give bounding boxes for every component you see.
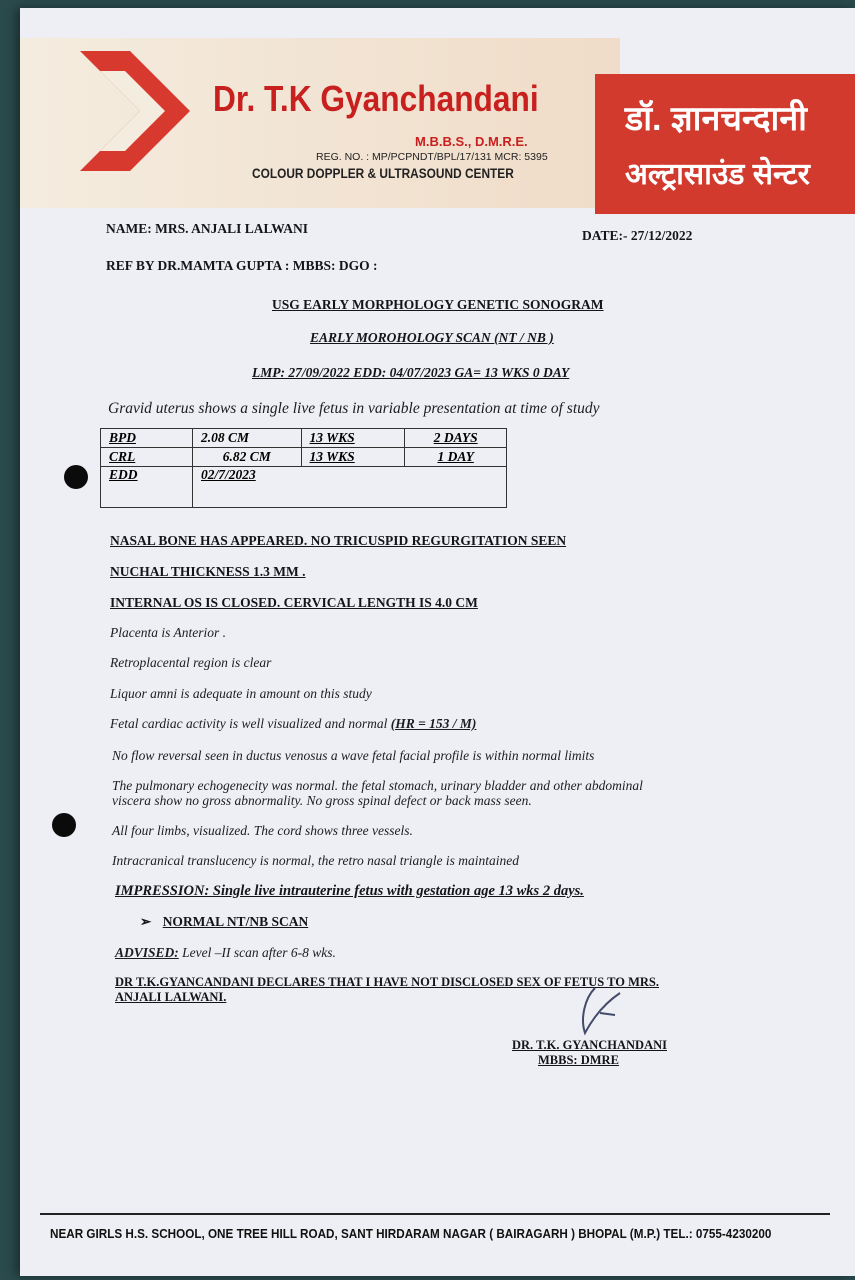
advised-text: Level –II scan after 6-8 wks. [178, 945, 336, 960]
days-cell: 2 DAYS [405, 429, 507, 448]
retroplacental-finding: Retroplacental region is clear [110, 655, 272, 670]
hindi-doctor-name: डॉ. ज्ञानचन्दानी [625, 100, 807, 138]
nuchal-finding: NUCHAL THICKNESS 1.3 MM . [110, 564, 306, 579]
liquor-finding: Liquor amni is adequate in amount on this study [110, 686, 372, 701]
center-name: COLOUR DOPPLER & ULTRASOUND CENTER [252, 166, 514, 181]
declaration-line-2: ANJALI LALWANI. [115, 990, 227, 1004]
weeks-cell: 13 WKS [301, 429, 405, 448]
doctor-name-logo: Dr. T.K Gyanchandani [213, 78, 539, 119]
report-date: DATE:- 27/12/2022 [582, 228, 693, 243]
cardiac-finding [110, 716, 476, 732]
referred-by: REF BY DR.MAMTA GUPTA : MBBS: DGO : [106, 258, 378, 273]
pulmonary-finding-1: The pulmonary echogenecity was normal. the fetal stomach, urinary bladder and other abdominal [112, 778, 643, 793]
placenta-finding: Placenta is Anterior . [110, 625, 226, 640]
report-page [20, 8, 855, 1276]
param-cell: EDD [101, 467, 193, 508]
signatory-name: DR. T.K. GYANCHANDANI [512, 1038, 667, 1052]
punch-hole [52, 813, 76, 837]
hindi-banner [595, 74, 855, 214]
table-row [101, 429, 507, 448]
intro-text: Gravid uterus shows a single live fetus in variable presentation at time of study [108, 400, 600, 417]
dates-line: LMP: 27/09/2022 EDD: 04/07/2023 GA= 13 WKS 0 DAY [252, 365, 570, 380]
flow-finding: No flow reversal seen in ductus venosus a wave fetal facial profile is within normal limits [112, 748, 595, 763]
advised-label: ADVISED: [115, 945, 179, 960]
impression: IMPRESSION: Single live intrauterine fetus with gestation age 13 wks 2 days. [115, 883, 584, 899]
param-cell: CRL [101, 448, 193, 467]
footer-address: NEAR GIRLS H.S. SCHOOL, ONE TREE HILL ROAD, SANT HIRDARAM NAGAR ( BAIRAGARH ) BHOPAL (M.P.) TEL.: 0755-4230200 [50, 1226, 772, 1241]
value-cell: 6.82 CM [193, 448, 302, 467]
limbs-finding: All four limbs, visualized. The cord shows three vessels. [112, 823, 413, 838]
declaration-line-1: DR T.K.GYANCANDANI DECLARES THAT I HAVE NOT DISCLOSED SEX OF FETUS TO MRS. [115, 975, 660, 989]
cardiac-text: Fetal cardiac activity is well visualized and normal [110, 716, 391, 731]
hindi-center-name: अल्ट्रासाउंड सेन्टर [625, 158, 810, 191]
signatory-degree: MBBS: DMRE [538, 1053, 619, 1067]
heart-rate: (HR = 153 / M) [390, 716, 477, 731]
pulmonary-finding-2: viscera show no gross abnormality. No gross spinal defect or back mass seen. [112, 793, 532, 808]
scan-title: EARLY MOROHOLOGY SCAN (NT / NB ) [310, 330, 554, 345]
cervix-finding: INTERNAL OS IS CLOSED. CERVICAL LENGTH IS 4.0 CM [110, 595, 478, 610]
days-cell: 1 DAY [405, 448, 507, 467]
report-title: USG EARLY MORPHOLOGY GENETIC SONOGRAM [272, 297, 604, 312]
impression-bullet [140, 914, 308, 930]
handwritten-signature [565, 983, 635, 1043]
advised-line [115, 945, 336, 961]
registration-number: REG. NO. : MP/PCPNDT/BPL/17/131 MCR: 5395 [316, 151, 548, 163]
table-row [101, 467, 507, 508]
biometry-table [100, 428, 507, 508]
param-cell: BPD [101, 429, 193, 448]
nasal-bone-finding: NASAL BONE HAS APPEARED. NO TRICUSPID REGURGITATION SEEN [110, 533, 567, 548]
qualifications: M.B.B.S., D.M.R.E. [415, 134, 528, 149]
chevron-logo-icon [70, 46, 220, 176]
weeks-cell: 13 WKS [301, 448, 405, 467]
footer-rule [40, 1213, 830, 1215]
bullet-text: NORMAL NT/NB SCAN [162, 914, 309, 929]
table-row [101, 448, 507, 467]
arrow-bullet-icon: ➢ [140, 914, 152, 929]
punch-hole [64, 465, 88, 489]
value-cell: 2.08 CM [193, 429, 302, 448]
patient-name: NAME: MRS. ANJALI LALWANI [106, 221, 309, 236]
value-cell: 02/7/2023 [193, 467, 507, 508]
intracranial-finding: Intracranical translucency is normal, the retro nasal triangle is maintained [112, 853, 519, 868]
